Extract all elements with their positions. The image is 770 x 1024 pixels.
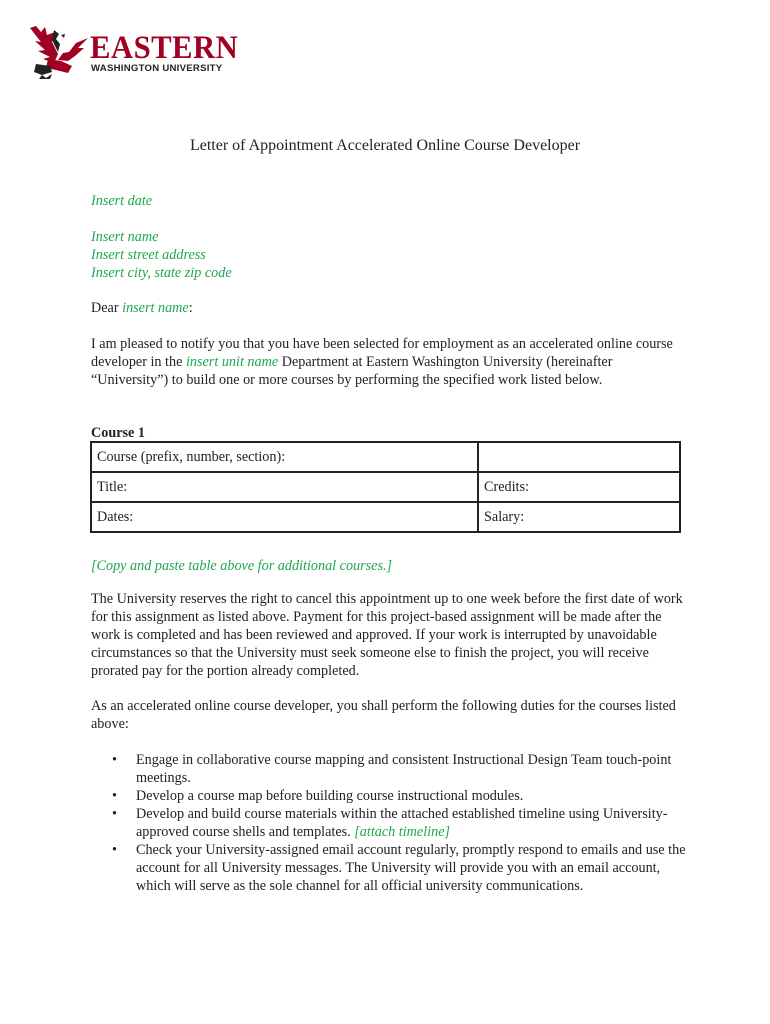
intro-paragraph bbox=[91, 335, 691, 389]
salutation-name-placeholder: insert name bbox=[122, 300, 189, 316]
copy-table-note: [Copy and paste table above for additional courses.] bbox=[91, 558, 393, 574]
logo-wordmark: EASTERN bbox=[90, 30, 239, 66]
duties-list bbox=[112, 751, 697, 895]
course-table bbox=[90, 441, 681, 533]
bullet-icon: • bbox=[112, 788, 117, 804]
table-row bbox=[91, 472, 680, 502]
table-cell: Course (prefix, number, section): bbox=[91, 442, 478, 472]
list-item bbox=[112, 787, 697, 805]
bullet-icon: • bbox=[112, 752, 117, 768]
bullet-icon: • bbox=[112, 806, 117, 822]
letter-title: Letter of Appointment Accelerated Online Course Developer bbox=[189, 137, 581, 154]
eastern-washington-university-logo bbox=[28, 26, 248, 80]
unit-name-placeholder: insert unit name bbox=[185, 354, 279, 370]
intro-text-1: I am pleased to notify you that you have been selected for employment as an accelerated online course developer in the bbox=[91, 336, 673, 370]
street-placeholder: Insert street address bbox=[91, 247, 206, 263]
duty-text: Develop and build course materials within the attached established timeline using University-approved course shells and templates. bbox=[136, 806, 668, 840]
cancellation-paragraph: The University reserves the right to cancel this appointment up to one week before the first date of work for this assignment as listed above. Payment for this project-based assignment will be made after the work is completed and has been reviewed and approved. If your work is interrupted by unavoidable circumstances so that the University must seek someone else to finish the project, you will receive prorated pay for the portion already completed. bbox=[91, 591, 683, 679]
list-item bbox=[112, 841, 697, 895]
salutation-suffix: : bbox=[188, 300, 193, 316]
bullet-icon: • bbox=[112, 842, 117, 858]
list-item bbox=[112, 805, 697, 841]
duty-text: Engage in collaborative course mapping and consistent Instructional Design Team touch-point meetings. bbox=[136, 752, 672, 786]
table-cell: Title: bbox=[91, 472, 478, 502]
table-cell bbox=[478, 442, 680, 472]
name-placeholder: Insert name bbox=[91, 229, 159, 245]
date-placeholder: Insert date bbox=[91, 193, 153, 209]
list-item bbox=[112, 751, 697, 787]
table-row bbox=[91, 442, 680, 472]
city-placeholder: Insert city, state zip code bbox=[91, 265, 232, 281]
table-cell: Credits: bbox=[478, 472, 680, 502]
table-cell: Dates: bbox=[91, 502, 478, 532]
salutation bbox=[91, 299, 193, 317]
intro-text-2: Department at Eastern Washington University (hereinafter “University”) to build one or more courses by performing the specified work listed below. bbox=[91, 354, 613, 388]
logo-subtitle: WASHINGTON UNIVERSITY bbox=[91, 63, 223, 74]
eagle-icon bbox=[28, 26, 90, 80]
duties-intro: As an accelerated online course developer, you shall perform the following duties for the courses listed above: bbox=[91, 698, 676, 732]
table-row bbox=[91, 502, 680, 532]
duty-text: Develop a course map before building course instructional modules. bbox=[136, 788, 524, 804]
salutation-prefix: Dear bbox=[91, 300, 123, 316]
duty-text: Check your University-assigned email account regularly, promptly respond to emails and use the account for all University messages. The University will provide you with an email account, which will serve as the sole channel for all official university communications. bbox=[136, 842, 686, 894]
table-cell: Salary: bbox=[478, 502, 680, 532]
course-heading: Course 1 bbox=[91, 425, 145, 441]
attach-timeline-placeholder: [attach timeline] bbox=[354, 824, 451, 840]
